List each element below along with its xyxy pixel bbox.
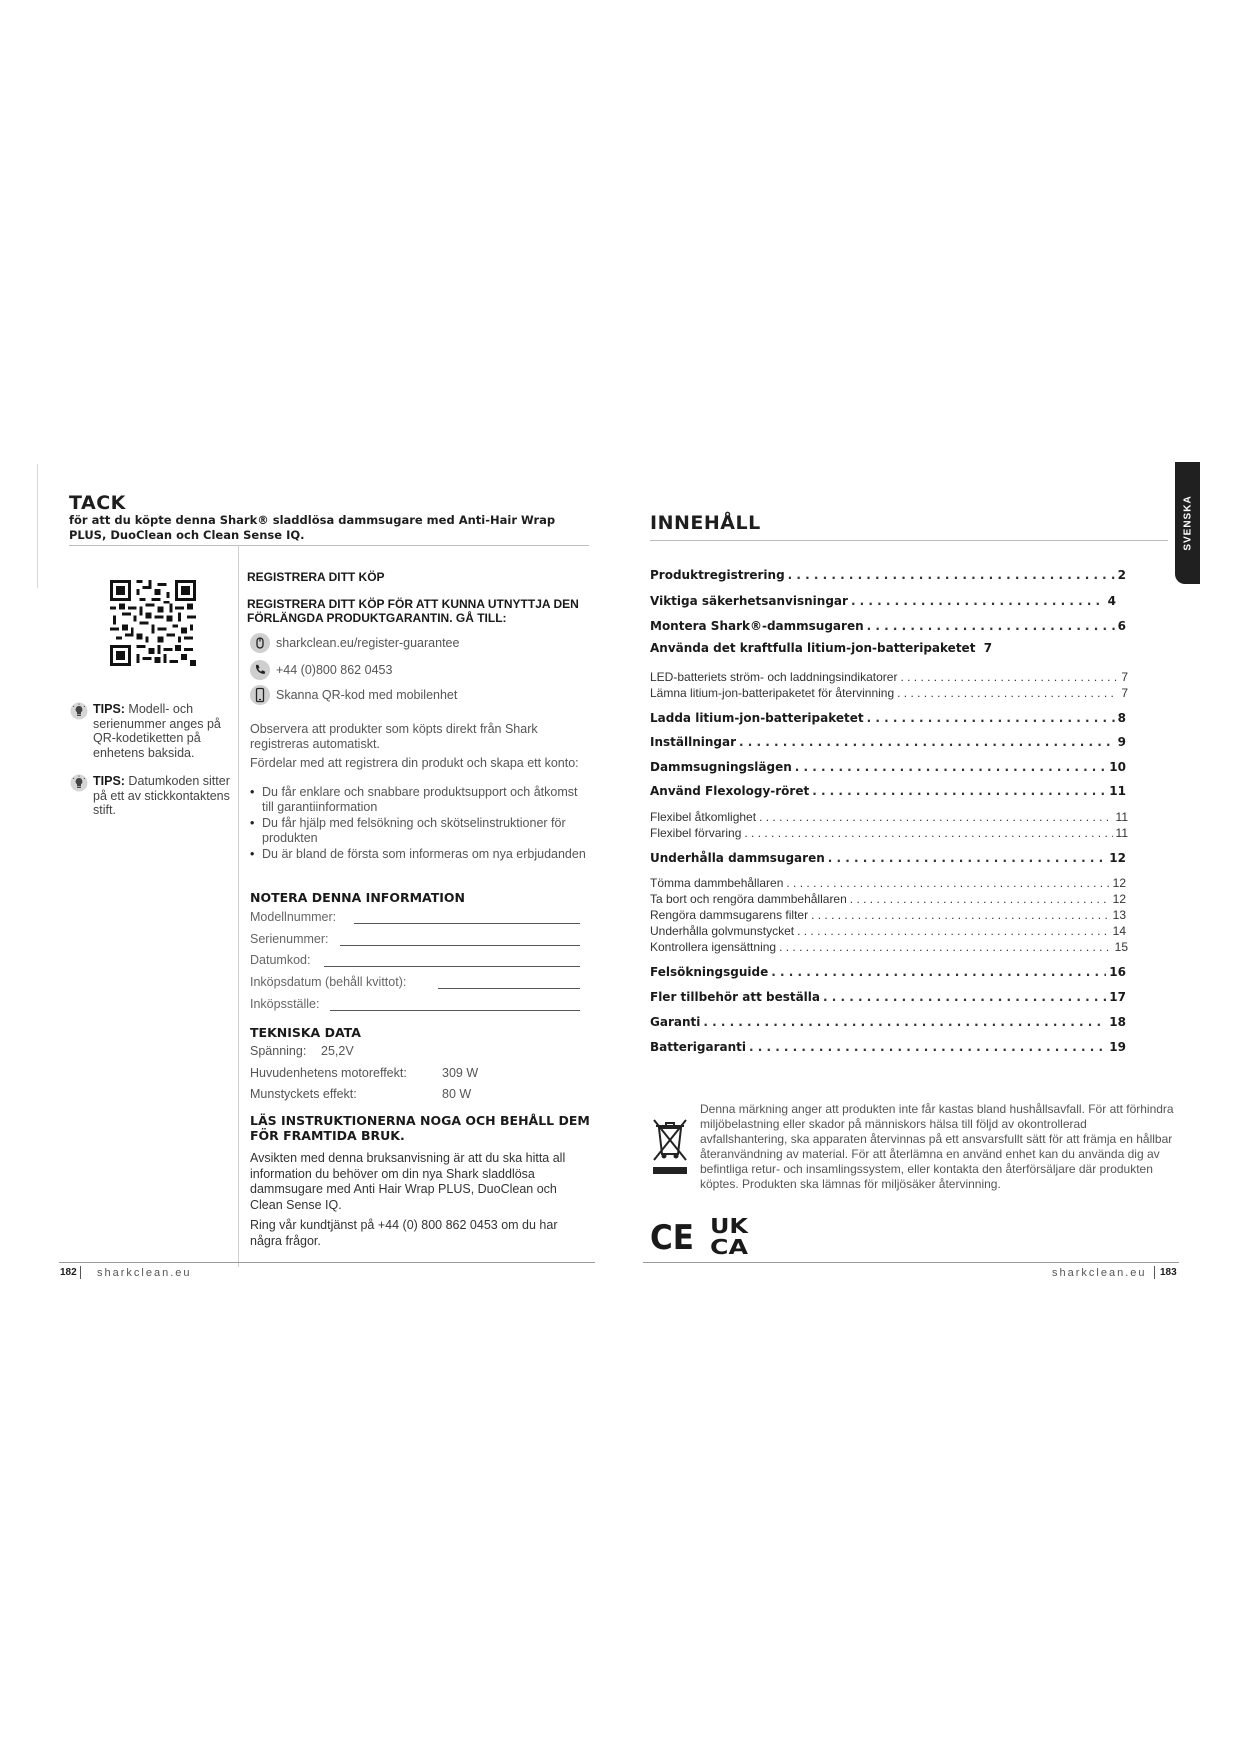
page-edge-mark (37, 464, 38, 588)
toc-leader (812, 784, 1106, 798)
toc-entry[interactable] (650, 566, 1126, 582)
tech-value: 25,2V (321, 1044, 354, 1058)
toc-leader (771, 965, 1106, 979)
write-line[interactable] (324, 966, 580, 967)
toc-page: 11 (1109, 784, 1126, 798)
toc-page: 15 (1114, 940, 1128, 954)
toc-leader (779, 940, 1112, 954)
svg-text:CA: CA (710, 1235, 749, 1256)
toc-entry[interactable] (650, 617, 1126, 633)
toc-page: 11 (1115, 826, 1128, 840)
toc-label: Använd Flexology-röret (650, 784, 810, 798)
tip-date-code (70, 774, 230, 822)
toc-label: Kontrollera igensättning (650, 940, 777, 954)
model-number-field[interactable] (250, 910, 580, 928)
field-label: Inköpsställe: (250, 997, 320, 1011)
lightbulb-icon (70, 774, 88, 792)
toc-page: 18 (1109, 1015, 1126, 1029)
tip-label: TIPS: (93, 702, 125, 716)
register-heading: REGISTRERA DITT KÖP (247, 570, 385, 584)
tip-text: Datumkoden sitter på ett av stickkontaktens stift. (93, 774, 230, 817)
toc-leader (749, 1040, 1106, 1054)
tech-heading: TEKNISKA DATA (250, 1025, 361, 1040)
weee-disposal-text: Denna märkning anger att produkten inte får kastas bland hushållsavfall. För att förhindra miljöbelastning eller skador på människors hälsa till följd av okontrollerad avfallshantering, ska apparaten återvinnas på ett ansvarsfullt sätt för att främja en hållbar återanvändning av material. För att återlämna en använd enhet kan du använda dig av befintliga retur- och insamlingssystem, eller kontakta den återförsäljare där produkten köptes. Produkten ska lämnas för miljösäker återvinning. (700, 1102, 1174, 1191)
benefits-intro: Fördelar med att registrera din produkt och skapa ett konto: (250, 756, 579, 770)
read-instructions-heading: LÄS INSTRUKTIONERNA NOGA OCH BEHÅLL DEM FÖR FRAMTIDA BRUK. (250, 1113, 590, 1143)
column-divider (238, 545, 239, 1267)
toc-entry[interactable] (650, 890, 1126, 906)
tech-value: 309 W (442, 1066, 479, 1080)
language-tab (1175, 462, 1200, 584)
toc-leader (811, 908, 1110, 922)
tech-label: Munstyckets effekt: (250, 1087, 357, 1101)
toc-label: LED-batteriets ström- och laddningsindikatorer (650, 670, 898, 684)
tech-value: 80 W (442, 1087, 472, 1101)
toc-page: 8 (1117, 711, 1126, 725)
tech-motor-power (250, 1066, 550, 1082)
website-link[interactable]: sharkclean.eu/register-guarantee (276, 636, 460, 650)
customer-service: Ring vår kundtjänst på +44 (0) 800 862 0453 om du har några frågor. (250, 1218, 558, 1248)
page-number: 182 (60, 1267, 77, 1278)
svg-text:UK: UK (710, 1214, 750, 1238)
toc-page: 12 (1112, 876, 1126, 890)
lightbulb-icon (70, 702, 88, 720)
toc-entry[interactable] (650, 758, 1126, 774)
toc-entry[interactable] (650, 874, 1126, 890)
toc-label: Rengöra dammsugarens filter (650, 908, 809, 922)
serial-number-field[interactable] (250, 932, 580, 950)
toc-entry[interactable] (650, 641, 1126, 657)
toc-leader (797, 924, 1110, 938)
toc-entry[interactable] (650, 808, 1128, 824)
tech-label: Spänning: (250, 1044, 307, 1058)
toc-page: 7 (983, 641, 993, 655)
field-label: Serienummer: (250, 932, 329, 946)
toc-leader (867, 619, 1115, 633)
mobile-phone-icon (250, 685, 270, 705)
list-item: • Du är bland de första som informeras om nya erbjudanden (250, 847, 590, 862)
footer-divider (59, 1262, 595, 1263)
tech-label: Huvudenhetens motoreffekt: (250, 1066, 407, 1080)
svg-text:CE: CE (650, 1218, 694, 1253)
mouse-icon (250, 633, 270, 653)
toc-label: Garanti (650, 1015, 701, 1029)
date-code-field[interactable] (250, 953, 580, 971)
toc-leader (900, 670, 1118, 684)
toc-label: Underhålla dammsugaren (650, 851, 825, 865)
toc-leader (788, 568, 1115, 582)
toc-label: Felsökningsguide (650, 965, 769, 979)
language-label: SVENSKA (1182, 495, 1193, 551)
field-label: Modellnummer: (250, 910, 337, 924)
field-label: Inköpsdatum (behåll kvittot): (250, 975, 407, 989)
footer-separator (80, 1266, 81, 1279)
register-instruction: REGISTRERA DITT KÖP FÖR ATT KUNNA UTNYTTJA DEN FÖRLÄNGDA PRODUKTGARANTIN. GÅ TILL: (247, 597, 579, 625)
toc-title: INNEHÅLL (650, 512, 761, 534)
toc-page: 7 (1121, 670, 1128, 684)
toc-page: 10 (1109, 760, 1126, 774)
tip-model-serial (70, 702, 230, 764)
toc-leader (867, 711, 1115, 725)
toc-leader (744, 826, 1112, 840)
toc-label: Underhålla golvmunstycket (650, 924, 795, 938)
toc-leader (850, 892, 1110, 906)
toc-page: 14 (1112, 924, 1126, 938)
tech-voltage (250, 1044, 450, 1060)
toc-label: Använda det kraftfulla litium-jon-batteripaketet (650, 641, 976, 655)
toc-leader (795, 760, 1107, 774)
list-item: • Du får enklare och snabbare produktsupport och åtkomst till garantiinformation (250, 785, 590, 814)
toc-entry[interactable] (650, 824, 1128, 840)
toc-leader (739, 735, 1115, 749)
toc-label: Ladda litium-jon-batteripaketet (650, 711, 864, 725)
toc-label: Tömma dammbehållaren (650, 876, 784, 890)
toc-label: Batterigaranti (650, 1040, 746, 1054)
tip-label: TIPS: (93, 774, 125, 788)
toc-entry[interactable] (650, 668, 1128, 684)
toc-page: 2 (1117, 568, 1126, 582)
footer-website[interactable]: sharkclean.eu (97, 1267, 192, 1279)
toc-leader (828, 851, 1107, 865)
page-subtitle: för att du köpte denna Shark® sladdlösa dammsugare med Anti-Hair Wrap PLUS, DuoClean och Clean Sense IQ. (69, 513, 556, 542)
toc-label: Inställningar (650, 735, 737, 749)
toc-label: Montera Shark®-dammsugaren (650, 619, 864, 633)
toc-entry[interactable] (650, 922, 1126, 938)
toc-entry[interactable] (650, 592, 1116, 608)
tech-nozzle-power (250, 1087, 550, 1103)
footer-website[interactable]: sharkclean.eu (1052, 1267, 1147, 1279)
toc-entry[interactable] (650, 938, 1128, 954)
field-label: Datumkod: (250, 953, 311, 967)
tip-text: Modell- och serienummer anges på QR-kodetiketten på enhetens baksida. (93, 702, 221, 760)
benefits-list (250, 785, 590, 864)
toc-page: 17 (1109, 990, 1126, 1004)
toc-label: Produktregistrering (650, 568, 785, 582)
page-title: TACK (69, 492, 126, 514)
ukca-mark-icon (710, 1214, 750, 1256)
toc-page: 19 (1109, 1040, 1126, 1054)
ce-mark-icon (650, 1217, 694, 1253)
purchase-place-field[interactable] (250, 997, 580, 1015)
toc-entry[interactable] (650, 1038, 1126, 1054)
toc-label: Dammsugningslägen (650, 760, 792, 774)
toc-page: 13 (1112, 908, 1126, 922)
auto-registration-note: Observera att produkter som köpts direkt från Shark registreras automatiskt. (250, 722, 538, 751)
scan-text: Skanna QR-kod med mobilenhet (276, 688, 458, 702)
toc-label: Fler tillbehör att beställa (650, 990, 821, 1004)
toc-leader (823, 990, 1106, 1004)
toc-page: 7 (1121, 686, 1128, 700)
toc-entry[interactable] (650, 782, 1126, 798)
write-line[interactable] (438, 988, 580, 989)
toc-leader (786, 876, 1109, 890)
toc-page: 6 (1117, 619, 1126, 633)
toc-entry[interactable] (650, 684, 1128, 700)
crossed-bin-icon (651, 1116, 689, 1176)
toc-label: Lämna litium-jon-batteripaketet för återvinning (650, 686, 895, 700)
toc-entry[interactable] (650, 1013, 1126, 1029)
toc-entry[interactable] (650, 988, 1126, 1004)
toc-leader (851, 594, 1105, 608)
toc-label: Flexibel åtkomlighet (650, 810, 757, 824)
page-number: 183 (1160, 1267, 1177, 1278)
toc-page: 16 (1109, 965, 1126, 979)
toc-leader (897, 686, 1118, 700)
phone-number[interactable]: +44 (0)800 862 0453 (276, 663, 393, 677)
toc-page: 11 (1115, 810, 1128, 824)
divider (69, 545, 589, 546)
divider (650, 540, 1168, 541)
toc-label: Viktiga säkerhetsanvisningar (650, 594, 848, 608)
list-item: • Du får hjälp med felsökning och skötselinstruktioner för produkten (250, 816, 590, 845)
manual-purpose: Avsikten med denna bruksanvisning är att du ska hitta all information du behöver om din nya Shark sladdlösa dammsugare med Anti Hair Wrap PLUS, DuoClean och Clean Sense IQ. (250, 1151, 566, 1212)
toc-label: Ta bort och rengöra dammbehållaren (650, 892, 847, 906)
write-line[interactable] (340, 945, 580, 946)
toc-entry[interactable] (650, 849, 1126, 865)
notera-heading: NOTERA DENNA INFORMATION (250, 890, 465, 905)
write-line[interactable] (330, 1010, 580, 1011)
toc-page: 4 (1107, 594, 1116, 608)
toc-page: 12 (1112, 892, 1126, 906)
purchase-date-field[interactable] (250, 975, 580, 993)
footer-separator (1154, 1266, 1155, 1279)
phone-icon (250, 660, 270, 680)
write-line[interactable] (354, 923, 580, 924)
qr-code-icon[interactable] (110, 580, 196, 666)
toc-page: 9 (1117, 735, 1126, 749)
toc-entry[interactable] (650, 709, 1126, 725)
footer-divider (643, 1262, 1179, 1263)
toc-page: 12 (1109, 851, 1126, 865)
toc-label: Flexibel förvaring (650, 826, 742, 840)
toc-entry[interactable] (650, 963, 1126, 979)
toc-leader (703, 1015, 1106, 1029)
toc-entry[interactable] (650, 733, 1126, 749)
toc-leader (759, 810, 1112, 824)
toc-entry[interactable] (650, 906, 1126, 922)
